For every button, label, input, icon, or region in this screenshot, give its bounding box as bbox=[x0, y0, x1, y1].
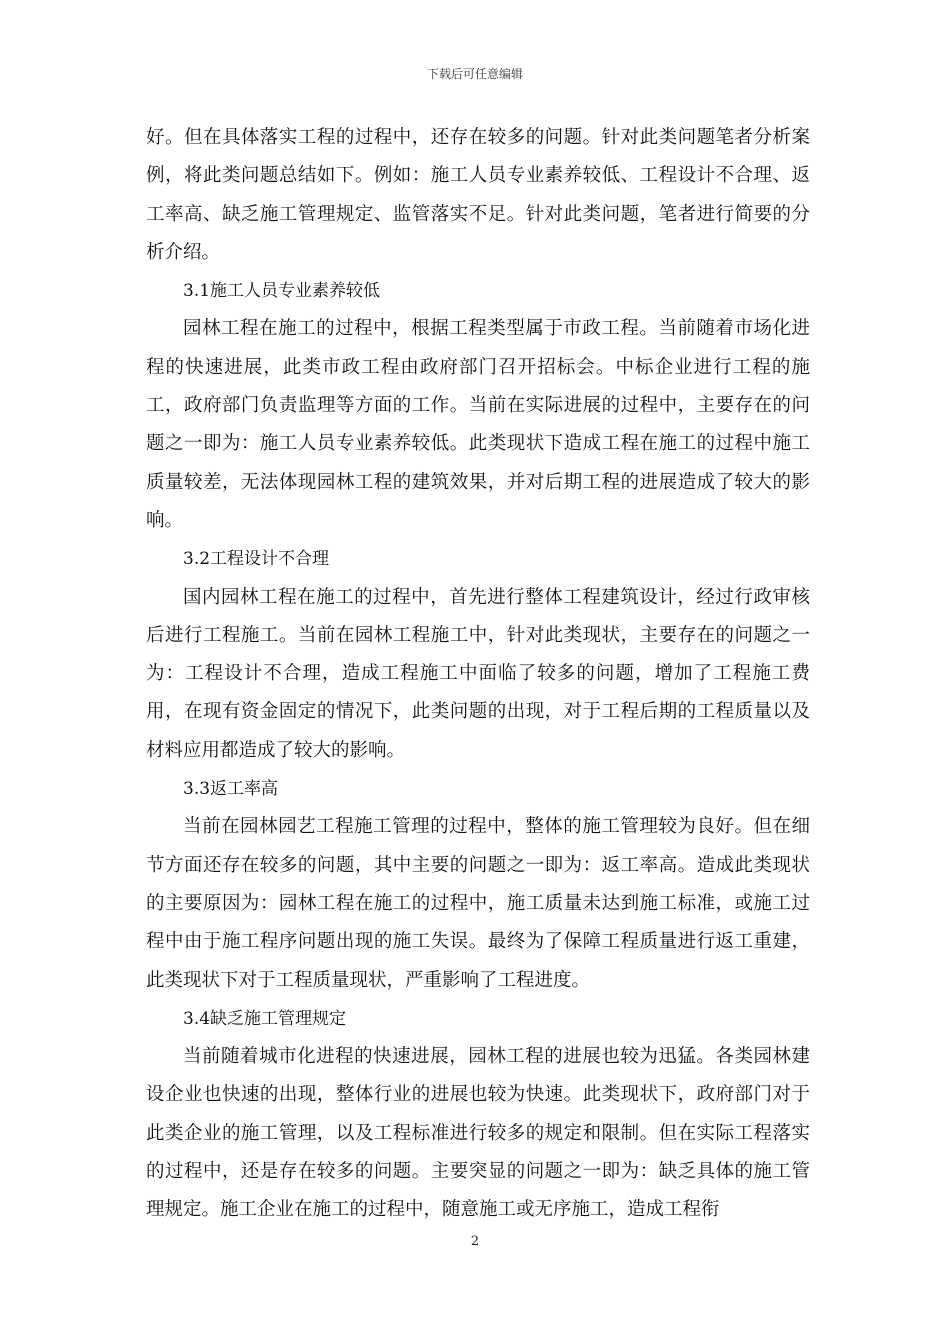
section-heading-3-1: 3.1施工人员专业素养较低 bbox=[183, 281, 381, 302]
section-heading-3-3: 3.3返工率高 bbox=[183, 779, 279, 800]
paragraph-3-4: 当前随着城市化进程的快速进展，园林工程的进展也较为迅猛。各类园林建设企业也快速的出现，整体行业的进展也较为快速。此类现状下，政府部门对于此类企业的施工管理，以及工程标准进行较多的规定和限制。但在实际工程落实的过程中，还是存在较多的问题。主要突显的问题之一即为：缺乏具体的施工管理规定。施工企业在施工的过程中，随意施工或无序施工，造成工程衔 bbox=[146, 1046, 810, 1221]
document-body bbox=[146, 119, 810, 1230]
paragraph-3-1: 园林工程在施工的过程中，根据工程类型属于市政工程。当前随着市场化进程的快速进展，此类市政工程由政府部门召开招标会。中标企业进行工程的施工，政府部门负责监理等方面的工作。当前在实际进展的过程中，主要存在的问题之一即为：施工人员专业素养较低。此类现状下造成工程在施工的过程中施工质量较差，无法体现园林工程的建筑效果，并对后期工程的进展造成了较大的影响。 bbox=[146, 318, 810, 531]
paragraph-intro-continued: 好。但在具体落实工程的过程中，还存在较多的问题。针对此类问题笔者分析案例，将此类问题总结如下。例如：施工人员专业素养较低、工程设计不合理、返工率高、缺乏施工管理规定、监管落实不足。针对此类问题，笔者进行简要的分析介绍。 bbox=[146, 127, 810, 263]
paragraph-3-2: 国内园林工程在施工的过程中，首先进行整体工程建筑设计，经过行政审核后进行工程施工。当前在园林工程施工中，针对此类现状，主要存在的问题之一为：工程设计不合理，造成工程施工中面临了较多的问题，增加了工程施工费用，在现有资金固定的情况下，此类问题的出现，对于工程后期的工程质量以及材料应用都造成了较大的影响。 bbox=[146, 586, 810, 761]
section-heading-3-4: 3.4缺乏施工管理规定 bbox=[183, 1008, 347, 1029]
section-heading-3-2: 3.2工程设计不合理 bbox=[183, 549, 330, 570]
page-header: 下载后可任意编辑 bbox=[426, 67, 523, 81]
page-number: 2 bbox=[470, 1234, 480, 1249]
paragraph-3-3: 当前在园林园艺工程施工管理的过程中，整体的施工管理较为良好。但在细节方面还存在较多的问题，其中主要的问题之一即为：返工率高。造成此类现状的主要原因为：园林工程在施工的过程中，施工质量未达到施工标准，或施工过程中由于施工程序问题出现的施工失误。最终为了保障工程质量进行返工重建，此类现状下对于工程质量现状，严重影响了工程进度。 bbox=[146, 816, 810, 991]
